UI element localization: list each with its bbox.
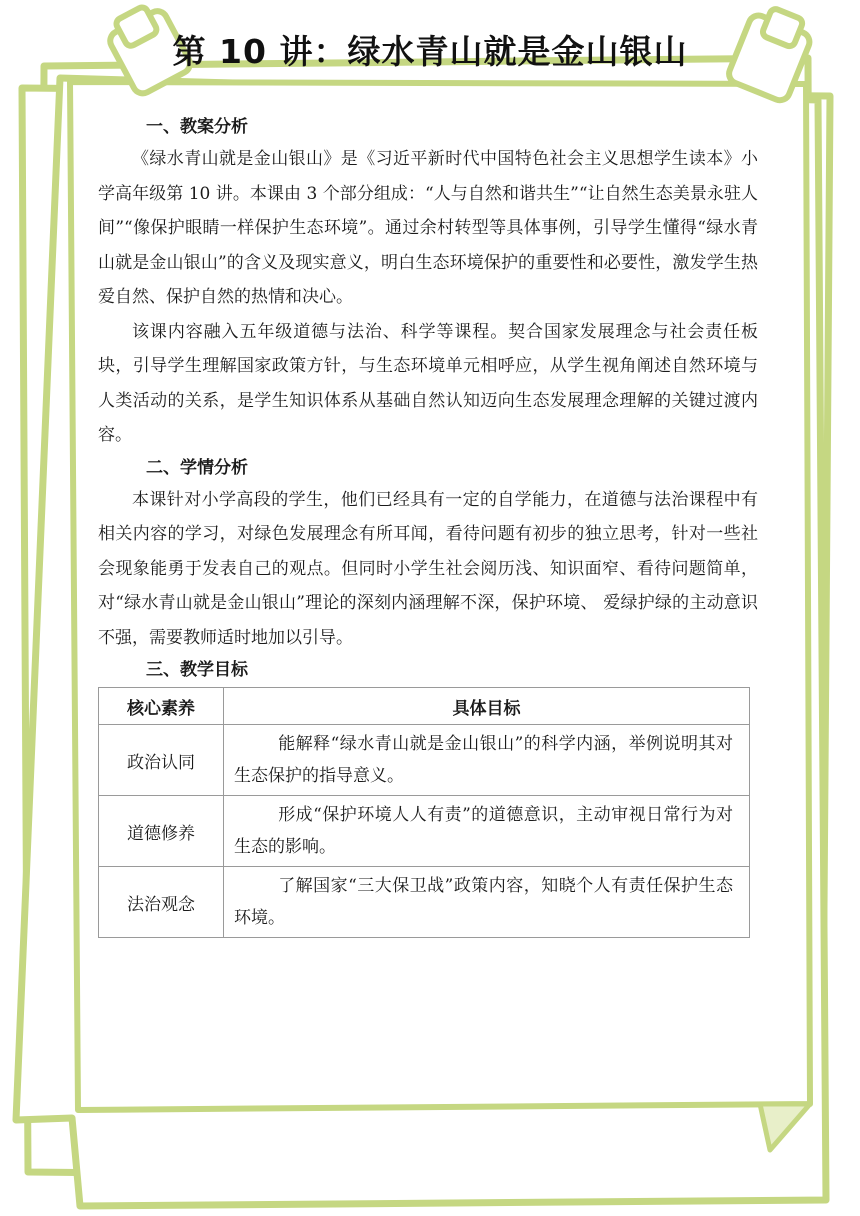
paragraph: 该课内容融入五年级道德与法治、科学等课程。契合国家发展理念与社会责任板块，引导学生理解国家政策方针，与生态环境单元相呼应，从学生视角阐述自然环境与人类活动的关系，是学生知识体系从基础自然认知迈向生态发展理念理解的关键过渡内容。 [98, 321, 758, 445]
section-heading-lesson-analysis: 一、教案分析 [146, 117, 248, 137]
table-row [99, 796, 750, 867]
document-body [98, 112, 758, 938]
teaching-goals-table [98, 687, 750, 938]
table-cell-category: 道德修养 [99, 796, 224, 867]
section-heading-teaching-goals: 三、教学目标 [146, 660, 248, 680]
table-row [99, 867, 750, 938]
column-header-specific-goal: 具体目标 [224, 688, 750, 725]
paragraph: 本课针对小学高段的学生，他们已经具有一定的自学能力，在道德与法治课程中有相关内容的学习，对绿色发展理念有所耳闻，看待问题有初步的独立思考，针对一些社会现象能勇于发表自己的观点。但同时小学生社会阅历浅、知识面窄、看待问题简单，对“绿水青山就是金山银山”理论的深刻内涵理解不深，保护环境、 爱绿护绿的主动意识不强，需要教师适时地加以引导。 [98, 489, 758, 648]
table-header-row [99, 688, 750, 725]
section-heading-student-analysis: 二、学情分析 [146, 457, 248, 478]
table-cell-category: 政治认同 [99, 725, 224, 796]
paragraph: 《绿水青山就是金山银山》是《习近平新时代中国特色社会主义思想学生读本》小学高年级第 10 讲。本课由 3 个部分组成：“人与自然和谐共生”“让自然生态美景永驻人间”“像保护眼睛一样保护生态环境”。通过余村转型等具体事例，引导学生懂得“绿水青山就是金山银山”的含义及现实意义，明白生态环境保护的重要性和必要性，激发学生热爱自然、保护自然的热情和决心。 [98, 149, 758, 307]
table-row [99, 725, 750, 796]
page-title: 第 10 讲：绿水青山就是金山银山 [172, 32, 688, 71]
table-cell-goal: 了解国家“三大保卫战”政策内容，知晓个人有责任保护生态环境。 [224, 867, 750, 938]
column-header-core-literacy: 核心素养 [99, 688, 224, 725]
table-cell-goal: 能解释“绿水青山就是金山银山”的科学内涵，举例说明其对生态保护的指导意义。 [224, 725, 750, 796]
table-cell-category: 法治观念 [99, 867, 224, 938]
table-cell-goal: 形成“保护环境人人有责”的道德意识，主动审视日常行为对生态的影响。 [224, 796, 750, 867]
